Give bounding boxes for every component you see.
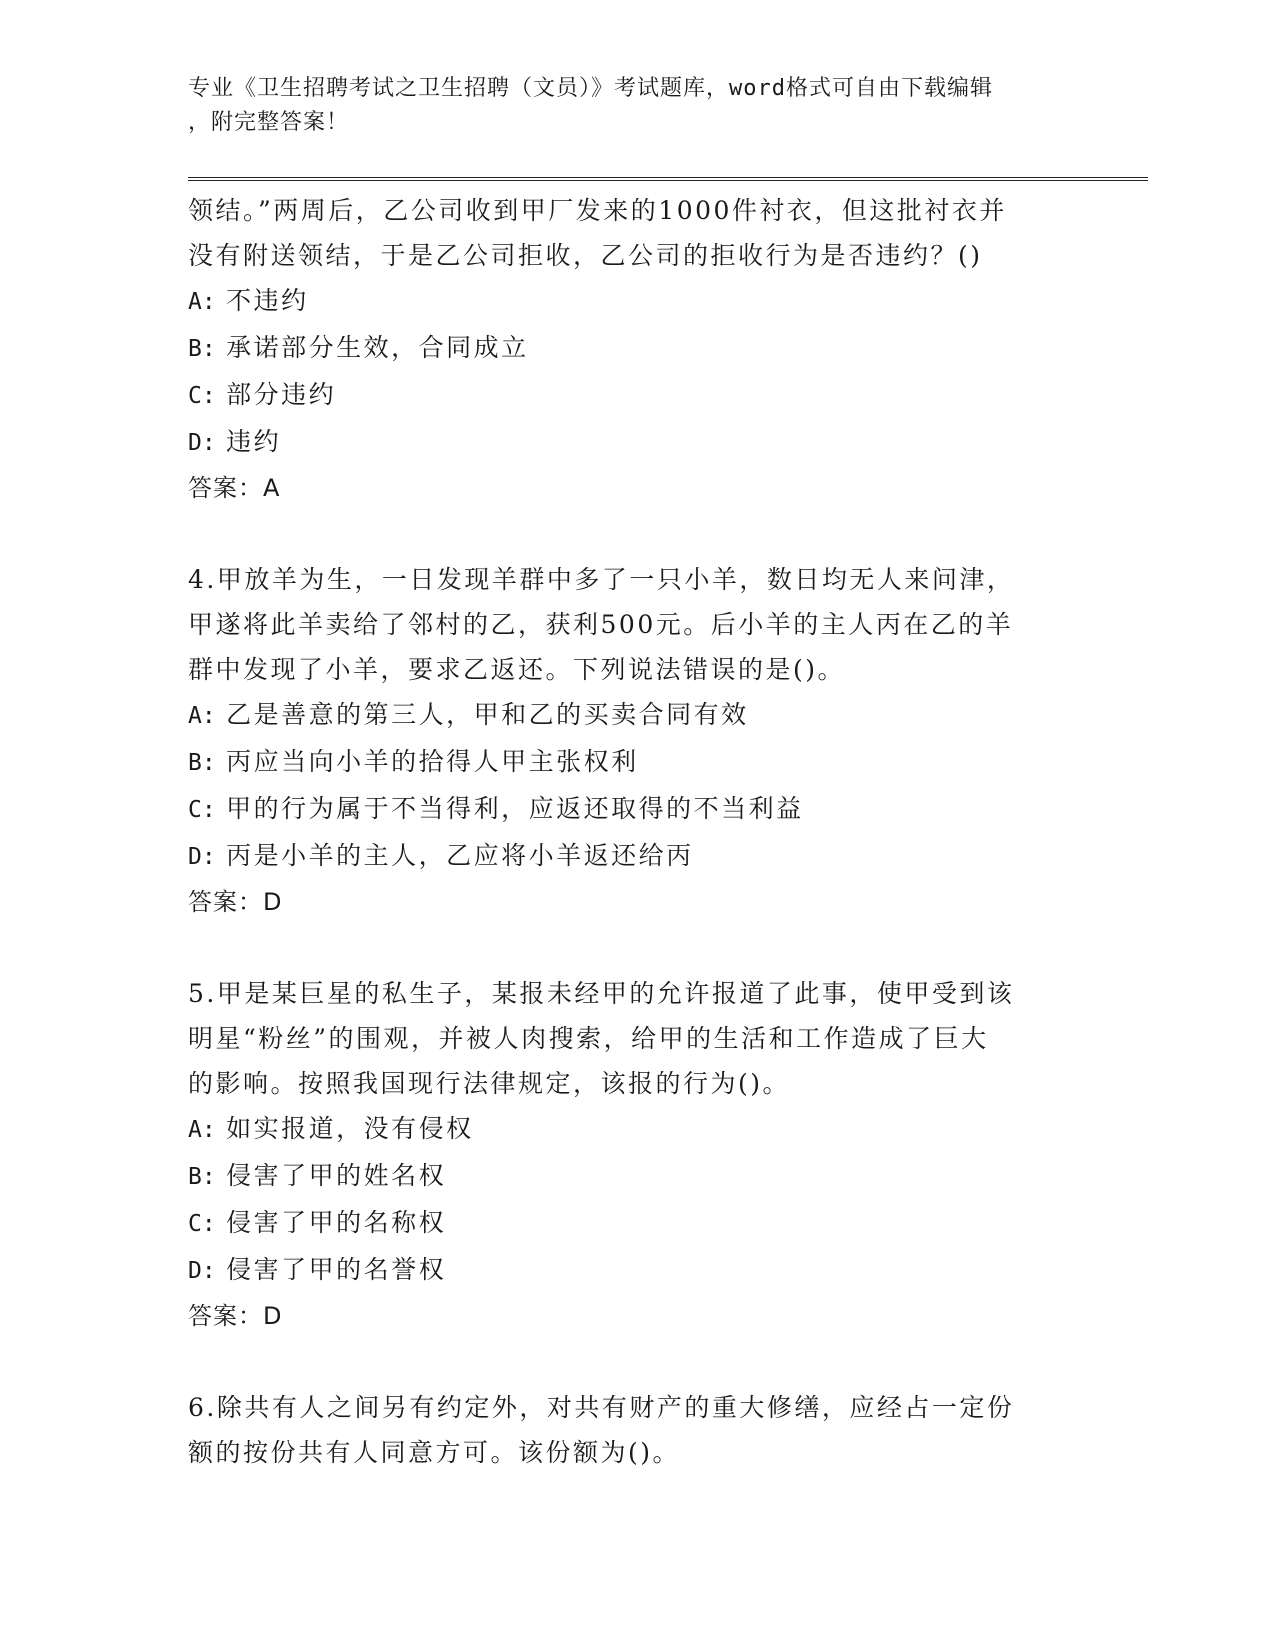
option-d xyxy=(188,1247,1088,1294)
option-text: 承诺部分生效，合同成立 xyxy=(226,333,529,362)
option-a xyxy=(188,1106,1088,1153)
option-text: 部分违约 xyxy=(226,380,337,409)
question-item xyxy=(188,971,1088,1339)
header-line-1: 专业《卫生招聘考试之卫生招聘（文员）》考试题库，word格式可自由下载编辑 xyxy=(188,76,993,101)
option-c xyxy=(188,1200,1088,1247)
question-stem-line: 群中发现了小羊，要求乙返还。下列说法错误的是()。 xyxy=(188,655,846,684)
option-text: 如实报道，没有侵权 xyxy=(226,1114,474,1143)
option-d xyxy=(188,833,1088,880)
option-letter: B: xyxy=(188,750,216,776)
question-stem-line: 5.甲是某巨星的私生子，某报未经甲的允许报道了此事，使甲受到该 xyxy=(188,979,1015,1008)
option-letter: C: xyxy=(188,797,216,823)
question-stem-line: 的影响。按照我国现行法律规定，该报的行为()。 xyxy=(188,1069,791,1098)
question-item xyxy=(188,188,1088,511)
question-stem-line: 甲遂将此羊卖给了邻村的乙，获利500元。后小羊的主人丙在乙的羊 xyxy=(188,610,1014,639)
option-text: 侵害了甲的姓名权 xyxy=(226,1161,447,1190)
option-letter: D: xyxy=(188,844,216,870)
option-b xyxy=(188,1153,1088,1200)
answer-line: 答案：A xyxy=(188,474,281,502)
question-item xyxy=(188,1385,1088,1475)
answer-line: 答案：D xyxy=(188,1302,283,1330)
answer-line: 答案：D xyxy=(188,888,283,916)
header-divider xyxy=(188,177,1148,181)
question-stem-line: 没有附送领结，于是乙公司拒收，乙公司的拒收行为是否违约？() xyxy=(188,241,983,270)
option-text: 侵害了甲的名誉权 xyxy=(226,1255,447,1284)
option-letter: A: xyxy=(188,289,216,315)
option-letter: A: xyxy=(188,703,216,729)
option-a xyxy=(188,692,1088,739)
option-letter: C: xyxy=(188,1211,216,1237)
question-stem-line: 6.除共有人之间另有约定外，对共有财产的重大修缮，应经占一定份 xyxy=(188,1393,1015,1422)
question-item xyxy=(188,557,1088,925)
question-stem-line: 领结。”两周后，乙公司收到甲厂发来的1000件衬衣，但这批衬衣并 xyxy=(188,196,1007,225)
question-stem-line: 明星“粉丝”的围观，并被人肉搜索，给甲的生活和工作造成了巨大 xyxy=(188,1024,989,1053)
option-text: 不违约 xyxy=(226,286,309,315)
option-c xyxy=(188,786,1088,833)
option-c xyxy=(188,372,1088,419)
option-letter: A: xyxy=(188,1117,216,1143)
option-text: 乙是善意的第三人，甲和乙的买卖合同有效 xyxy=(226,700,749,729)
header-line-2: ，附完整答案！ xyxy=(188,110,350,135)
option-letter: D: xyxy=(188,1258,216,1284)
option-text: 侵害了甲的名称权 xyxy=(226,1208,447,1237)
question-stem-line: 4.甲放羊为生，一日发现羊群中多了一只小羊，数日均无人来问津， xyxy=(188,565,1015,594)
option-text: 丙是小羊的主人，乙应将小羊返还给丙 xyxy=(226,841,694,870)
document-header xyxy=(188,72,1068,140)
option-a xyxy=(188,278,1088,325)
option-letter: D: xyxy=(188,430,216,456)
option-b xyxy=(188,739,1088,786)
option-text: 甲的行为属于不当得利，应返还取得的不当利益 xyxy=(226,794,804,823)
option-text: 违约 xyxy=(226,427,282,456)
option-b xyxy=(188,325,1088,372)
option-text: 丙应当向小羊的拾得人甲主张权利 xyxy=(226,747,639,776)
option-d xyxy=(188,419,1088,466)
option-letter: B: xyxy=(188,336,216,362)
question-list xyxy=(188,188,1088,1475)
option-letter: B: xyxy=(188,1164,216,1190)
option-letter: C: xyxy=(188,383,216,409)
question-stem-line: 额的按份共有人同意方可。该份额为()。 xyxy=(188,1438,681,1467)
